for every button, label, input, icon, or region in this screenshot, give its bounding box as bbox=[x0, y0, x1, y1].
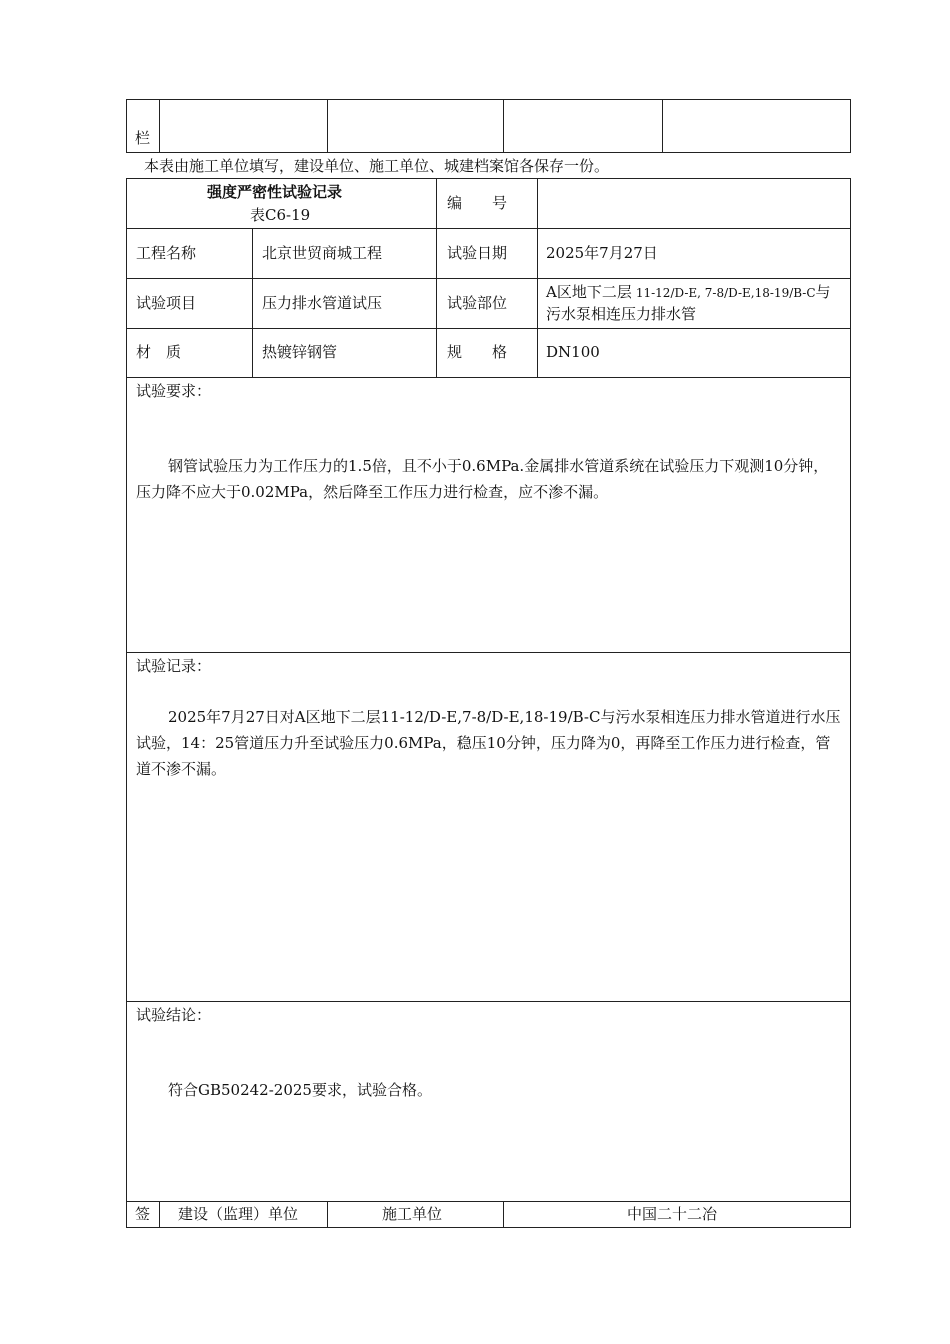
top-divider-4 bbox=[662, 99, 663, 153]
material-label: 材 质 bbox=[136, 343, 182, 361]
top-divider-3 bbox=[503, 99, 504, 153]
spec-label: 规 格 bbox=[447, 343, 508, 361]
spec-value: DN100 bbox=[546, 343, 600, 361]
row-rule-6 bbox=[126, 1001, 851, 1002]
sig-rule-2 bbox=[327, 1201, 328, 1228]
material-value: 热镀锌钢管 bbox=[262, 343, 338, 361]
conclusion-label: 试验结论： bbox=[136, 1006, 212, 1024]
test-record-table bbox=[126, 178, 851, 1228]
project-value: 北京世贸商城工程 bbox=[262, 244, 383, 262]
col-rule-value2 bbox=[537, 178, 538, 377]
record-label: 试验记录： bbox=[136, 657, 212, 675]
date-value: 2025年7月27日 bbox=[546, 244, 658, 262]
row-rule-3 bbox=[126, 328, 851, 329]
row-rule-5 bbox=[126, 652, 851, 653]
number-label: 编 号 bbox=[447, 194, 508, 212]
sig-rule-1 bbox=[159, 1201, 160, 1228]
construction-unit: 施工单位 bbox=[382, 1205, 443, 1223]
part-value-line2: 污水泵相连压力排水管 bbox=[546, 305, 697, 323]
item-label: 试验项目 bbox=[136, 294, 197, 312]
col-rule-label2 bbox=[436, 178, 437, 377]
top-divider-2 bbox=[327, 99, 328, 153]
signature-label: 签 bbox=[135, 1205, 151, 1223]
row-rule-4 bbox=[126, 377, 851, 378]
sig-rule-3 bbox=[503, 1201, 504, 1228]
storage-note: 本表由施工单位填写，建设单位、施工单位、城建档案馆各保存一份。 bbox=[144, 157, 610, 175]
row-rule-2 bbox=[126, 278, 851, 279]
conclusion-text: 符合GB50242-2025要求，试验合格。 bbox=[168, 1081, 432, 1099]
part-value-line1-tail: 与 bbox=[815, 283, 831, 301]
supervision-unit: 建设（监理）单位 bbox=[178, 1205, 299, 1223]
row-rule-1 bbox=[126, 228, 851, 229]
top-divider-1 bbox=[159, 99, 160, 153]
top-partial-table bbox=[126, 99, 851, 153]
col-rule-value1 bbox=[252, 228, 253, 377]
form-title: 强度严密性试验记录 bbox=[207, 183, 343, 201]
requirements-label: 试验要求： bbox=[136, 382, 212, 400]
requirements-text: 钢管试验压力为工作压力的1.5倍，且不小于0.6MPa.金属排水管道系统在试验压力下观测10分钟，压力降不应大于0.02MPa，然后降至工作压力进行检查，应不渗不漏。 bbox=[136, 457, 829, 501]
item-value: 压力排水管道试压 bbox=[262, 294, 383, 312]
part-value-line1-text: A区地下二层 bbox=[546, 283, 632, 301]
row-rule-7 bbox=[126, 1201, 851, 1202]
project-label: 工程名称 bbox=[136, 244, 197, 262]
part-label: 试验部位 bbox=[447, 294, 508, 312]
part-value-line1-small: 11-12/D-E, 7-8/D-E,18-19/B-C bbox=[635, 286, 816, 300]
form-table-no: 表C6-19 bbox=[250, 206, 311, 224]
company-name: 中国二十二冶 bbox=[627, 1205, 718, 1223]
top-row-label: 栏 bbox=[135, 129, 151, 147]
record-text: 2025年7月27日对A区地下二层11-12/D-E,7-8/D-E,18-19/B-C与污水泵相连压力排水管道进行水压试验，14：25管道压力升至试验压力0.6MPa，稳压10分钟，压力降为0，再降至工作压力进行检查，管道不渗不漏。 bbox=[136, 708, 841, 778]
date-label: 试验日期 bbox=[447, 244, 508, 262]
part-value-line1 bbox=[546, 285, 831, 300]
